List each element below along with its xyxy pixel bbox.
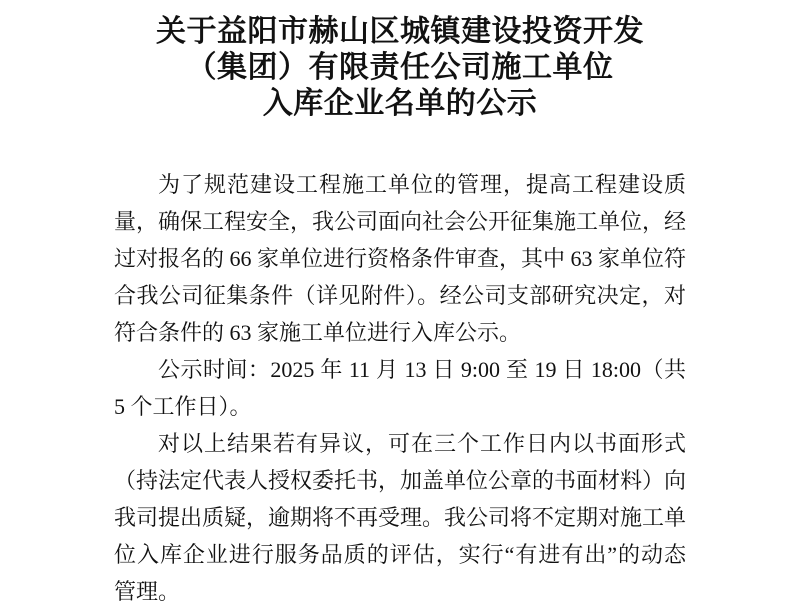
- text-line: 为了规范建设工程施工单位的管理，提高工程建设质: [158, 172, 686, 197]
- text-line: 对以上结果若有异议，可在三个工作日内以书面形式: [158, 431, 686, 456]
- text-line: 我司提出质疑，逾期将不再受理。我公司将不定期对施工单: [114, 505, 686, 530]
- text-line: 公示时间：2025 年 11 月 13 日 9:00 至 19 日 18:00（共: [158, 357, 686, 382]
- text-line: 符合条件的 63 家施工单位进行入库公示。: [114, 320, 522, 345]
- document-body: [114, 166, 686, 610]
- text-line: （持法定代表人授权委托书，加盖单位公章的书面材料）向: [114, 468, 686, 493]
- text-line: 过对报名的 66 家单位进行资格条件审查，其中 63 家单位符: [114, 246, 686, 271]
- text-line: 合我公司征集条件（详见附件）。经公司支部研究决定，对: [114, 283, 686, 308]
- title-line-1: 关于益阳市赫山区城镇建设投资开发: [156, 15, 644, 48]
- title-line-3: 入库企业名单的公示: [262, 87, 538, 120]
- text-line: 5 个工作日）。: [114, 394, 252, 419]
- text-line: 位入库企业进行服务品质的评估，实行“有进有出”的动态: [114, 542, 686, 567]
- title-line-2: （集团）有限责任公司施工单位: [186, 51, 614, 84]
- text-line: 量，确保工程安全，我公司面向社会公开征集施工单位，经: [114, 209, 686, 234]
- document-title: [0, 14, 800, 122]
- text-line: 管理。: [114, 579, 181, 604]
